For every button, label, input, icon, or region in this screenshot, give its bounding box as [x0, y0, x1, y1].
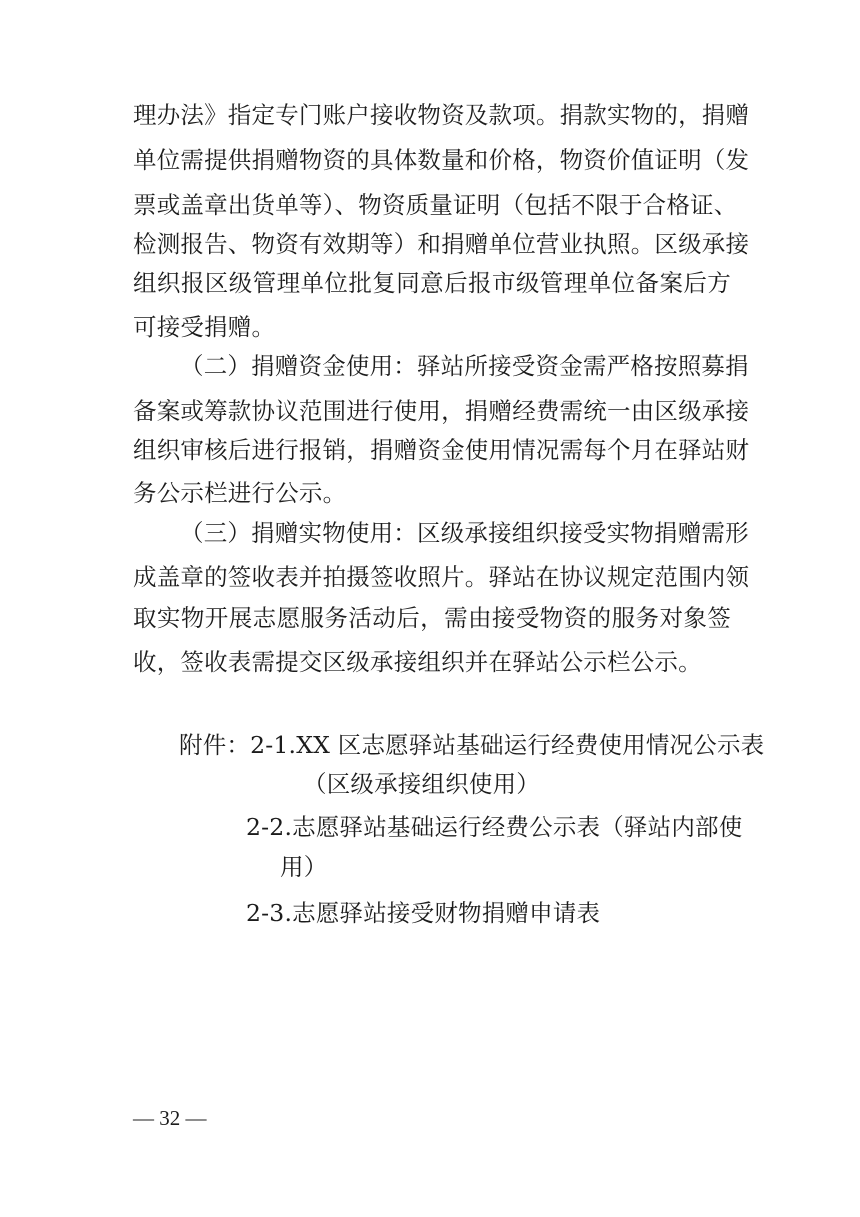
- body-line: 理办法》指定专门账户接收物资及款项。捐款实物的，捐赠: [133, 101, 750, 129]
- body-line: （二）捐赠资金使用：驿站所接受资金需严格按照募捐: [180, 352, 749, 380]
- body-line: 组织审核后进行报销，捐赠资金使用情况需每个月在驿站财: [133, 436, 750, 464]
- body-line: 检测报告、物资有效期等）和捐赠单位营业执照。区级承接: [133, 230, 750, 258]
- body-line: （三）捐赠实物使用：区级承接组织接受实物捐赠需形: [180, 519, 749, 547]
- attachment-item: 2-3.志愿驿站接受财物捐赠申请表: [246, 899, 601, 927]
- attachment-heading: 附件：2-1.XX 区志愿驿站基础运行经费使用情况公示表: [179, 731, 765, 759]
- attachment-item: 2-2.志愿驿站基础运行经费公示表（驿站内部使: [246, 813, 743, 841]
- page-number: — 32 —: [133, 1106, 207, 1130]
- body-line: 组织报区级管理单位批复同意后报市级管理单位备案后方: [133, 269, 731, 297]
- body-line: 成盖章的签收表并拍摄签收照片。驿站在协议规定范围内领: [133, 563, 750, 591]
- body-line: 收，签收表需提交区级承接组织并在驿站公示栏公示。: [133, 648, 702, 676]
- body-line: 备案或筹款协议范围进行使用，捐赠经费需统一由区级承接: [133, 397, 750, 425]
- body-line: 可接受捐赠。: [133, 313, 276, 341]
- body-line: 取实物开展志愿服务活动后，需由接受物资的服务对象签: [133, 604, 731, 632]
- body-line: 票或盖章出货单等）、物资质量证明（包括不限于合格证、: [133, 191, 738, 219]
- attachment-item-continuation: 用）: [280, 853, 328, 881]
- attachment-item-continuation: （区级承接组织使用）: [303, 770, 540, 798]
- body-line: 单位需提供捐赠物资的具体数量和价格，物资价值证明（发: [133, 146, 750, 174]
- body-line: 务公示栏进行公示。: [133, 479, 347, 507]
